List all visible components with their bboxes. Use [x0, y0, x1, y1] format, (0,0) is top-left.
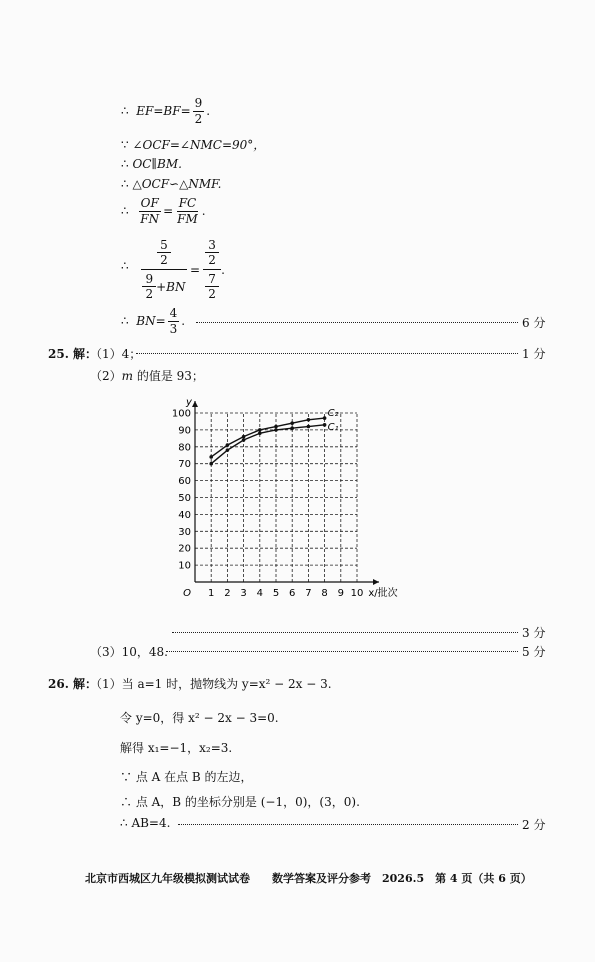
q26-line2: 令 y=0，得 x² − 2x − 3=0. — [120, 711, 279, 725]
leader-dots — [172, 632, 518, 633]
score-label: 3 分 — [522, 626, 546, 640]
x-tick-label: 6 — [289, 588, 296, 599]
data-point — [307, 418, 311, 422]
line-chart — [170, 392, 430, 607]
data-point — [226, 448, 230, 452]
chart-grid — [195, 413, 357, 582]
x-tick-label: 3 — [240, 588, 247, 599]
x-axis-label: x/批次 — [368, 588, 398, 599]
data-point — [242, 435, 246, 439]
data-point — [209, 455, 213, 459]
q26-label: 26. 解： — [48, 677, 98, 691]
x-tick-label: 8 — [321, 588, 328, 599]
data-point — [258, 431, 262, 435]
data-point — [258, 428, 262, 432]
data-point — [226, 443, 230, 447]
y-tick-label: 60 — [178, 476, 191, 488]
q25-part3: （3）10，48. — [90, 645, 168, 659]
page-footer: 北京市西城区九年级模拟测试试卷 数学答案及评分参考 2026.5 第 4 页（共 6 页） — [85, 872, 532, 885]
proof-line-2: ∵ ∠OCF=∠NMC=90°， — [121, 138, 266, 152]
q25-part1: （1）4； — [90, 347, 142, 361]
y-tick-label: 30 — [178, 526, 191, 538]
data-point — [274, 428, 278, 432]
y-tick-label: 70 — [178, 459, 191, 471]
data-point — [323, 416, 327, 420]
series-label: C₂ — [327, 408, 339, 420]
x-tick-label: 9 — [337, 588, 344, 599]
y-tick-label: 50 — [178, 493, 191, 504]
leader-dots — [196, 322, 518, 323]
y-tick-label: 40 — [178, 509, 191, 521]
q25-part2: （2）m 的值是 93； — [90, 369, 204, 383]
q26-line3: 解得 x₁=−1，x₂=3. — [120, 741, 233, 755]
data-point — [242, 438, 246, 442]
x-axis-arrow — [373, 579, 379, 585]
y-tick-label: 90 — [178, 425, 191, 437]
q26-line5: ∴ 点 A，B 的坐标分别是 (−1，0)，(3，0). — [120, 795, 360, 809]
y-tick-label: 10 — [178, 560, 191, 572]
score-label: 1 分 — [522, 347, 546, 361]
y-axis-label: y — [186, 397, 192, 408]
proof-line-1: ∴ EF=BF= $\frac{9}{2}$ . — [121, 96, 211, 126]
series-label: C₁ — [327, 421, 339, 433]
score-label: 2 分 — [522, 818, 546, 832]
origin-label: O — [183, 588, 191, 599]
leader-dots — [136, 353, 518, 354]
proof-line-7: ∴ BN= $\frac{4}{3}$ . — [121, 306, 186, 336]
leader-dots — [166, 651, 518, 652]
score-label: 5 分 — [522, 645, 546, 659]
q25-label: 25. 解： — [48, 347, 98, 361]
data-point — [290, 426, 294, 430]
data-point — [274, 425, 278, 429]
x-tick-label: 1 — [208, 588, 215, 599]
x-tick-label: 7 — [305, 588, 312, 599]
x-tick-label: 4 — [256, 588, 263, 599]
x-tick-label: 5 — [272, 588, 280, 599]
data-point — [290, 421, 294, 425]
y-tick-label: 20 — [178, 543, 191, 555]
data-point — [307, 425, 311, 429]
proof-line-4: ∴ △OCF∽△NMF. — [121, 177, 222, 191]
proof-line-5: ∴ $\frac{OF}{FN}$ = $\frac{FC}{FM}$ . — [121, 196, 206, 226]
y-tick-label: 80 — [178, 442, 191, 454]
data-point — [323, 423, 327, 427]
data-point — [209, 462, 213, 466]
y-axis-arrow — [192, 401, 198, 407]
q26-line1: （1）当 a=1 时，抛物线为 y=x² − 2x − 3. — [90, 677, 332, 691]
proof-line-3: ∴ OC∥BM. — [121, 157, 182, 171]
q26-line6: ∴ AB=4. — [120, 816, 171, 830]
x-tick-label: 2 — [224, 588, 231, 599]
score-label: 6 分 — [522, 316, 546, 330]
x-tick-label: 10 — [350, 588, 364, 599]
leader-dots — [178, 824, 518, 825]
y-tick-label: 100 — [171, 408, 191, 420]
q26-line4: ∵ 点 A 在点 B 的左边， — [120, 770, 253, 784]
